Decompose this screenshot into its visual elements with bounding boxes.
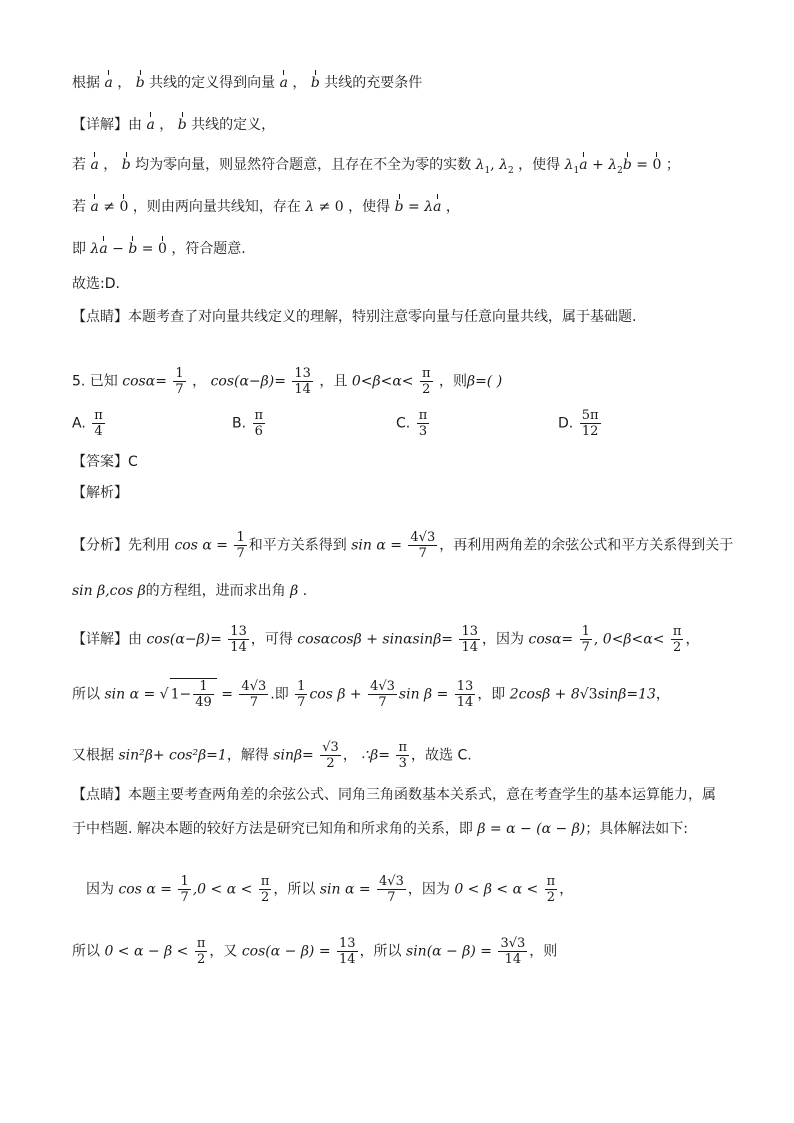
fraction-4sqrt3-7 xyxy=(408,530,437,561)
angle-relation: β = α − (α − β) xyxy=(477,821,586,837)
lambda: λ xyxy=(305,199,315,215)
option-a xyxy=(72,408,107,439)
sqrt-body xyxy=(170,678,217,710)
fenxi-line xyxy=(72,530,733,561)
cos-alpha-eq: cos α = xyxy=(118,881,172,898)
numerator: π xyxy=(260,874,270,889)
para-detail xyxy=(72,118,275,132)
remark-2 xyxy=(72,788,716,802)
inequality: 0<β<α< xyxy=(351,373,414,390)
denominator: 3 xyxy=(398,756,407,771)
answer-blank: β=( ) xyxy=(466,373,503,390)
cos-alpha-eq: cos α = xyxy=(174,537,228,554)
subscript: 2 xyxy=(617,165,623,176)
option-label: B. xyxy=(232,415,247,432)
option-fraction xyxy=(92,408,105,439)
equals: = xyxy=(636,157,648,173)
option-c xyxy=(396,408,431,439)
cos-alpha-minus-beta: cos(α − β) = xyxy=(241,943,331,960)
numerator: π xyxy=(421,366,431,381)
denominator: 4 xyxy=(94,424,103,439)
para-line-4 xyxy=(72,200,460,214)
option-label: D. xyxy=(558,415,574,432)
vector-b: b xyxy=(177,117,187,133)
fraction-1-49 xyxy=(193,679,214,710)
fenxi-line-2 xyxy=(72,584,307,598)
zero-vector: 0 xyxy=(119,199,129,215)
text: 由 xyxy=(128,631,142,648)
fraction-13-14 xyxy=(459,624,480,655)
text: ，再利用两角差的余弦公式和平方关系得到关于 xyxy=(439,537,734,554)
vector-b: b xyxy=(128,241,138,257)
vector-b: b xyxy=(121,157,131,173)
denominator: 7 xyxy=(297,695,306,710)
last-line xyxy=(72,936,557,967)
inequality: 0<β<α< xyxy=(602,631,665,648)
question-5 xyxy=(72,366,502,397)
one-minus: 1− xyxy=(170,686,192,703)
text: ， xyxy=(342,747,357,764)
denominator: 49 xyxy=(195,695,212,710)
numerator: 1 xyxy=(297,679,306,694)
fraction-1-7 xyxy=(295,679,307,710)
lambda: λ xyxy=(499,157,508,173)
numerator: 1 xyxy=(236,530,245,545)
remark-3 xyxy=(72,822,688,836)
text: 和平方关系得到 xyxy=(248,537,347,554)
cos-alpha-minus-beta: cos(α−β) xyxy=(146,631,211,648)
lambda: λ xyxy=(475,157,485,173)
xiangjie-line xyxy=(72,624,699,655)
fraction-4sqrt3-7 xyxy=(239,679,268,710)
vector-a: a xyxy=(104,75,113,91)
equation: 2cosβ + 8 xyxy=(509,686,580,703)
numerator: 4√3 xyxy=(241,679,267,694)
remark-text: 本题考查了对向量共线定义的理解，特别注意零向量与任意向量共线，属于基础题. xyxy=(128,309,637,325)
cos-alpha-minus-beta: cos(α−β) xyxy=(210,373,275,390)
vector-a: a xyxy=(279,75,288,91)
vector-a: a xyxy=(579,157,588,173)
inequality: 0 < α − β < xyxy=(104,943,189,960)
sin-cos-beta: sin β,cos β xyxy=(72,583,146,599)
equals: = xyxy=(155,373,167,390)
text: ，且 xyxy=(319,373,348,390)
text: 若 xyxy=(72,157,86,173)
expansion: cosαcosβ + sinαsinβ= xyxy=(297,631,454,648)
text: 共线的充要条件 xyxy=(324,75,423,91)
numerator: 13 xyxy=(461,624,479,639)
option-d xyxy=(558,408,603,439)
numerator: π xyxy=(418,408,428,423)
fraction-13-14 xyxy=(455,679,476,710)
fraction-1-7 xyxy=(580,624,592,655)
lambda: λ xyxy=(564,157,574,173)
fraction-pi-2 xyxy=(671,624,684,655)
denominator: 2 xyxy=(326,756,335,771)
remark-tag: 【点睛】 xyxy=(72,309,128,325)
denominator: 14 xyxy=(504,952,522,967)
para-line-1 xyxy=(72,76,422,90)
text: 由 xyxy=(128,117,142,133)
inequality: 0 < β < α < xyxy=(454,881,539,898)
subscript: 1 xyxy=(573,165,580,176)
lambda: λ xyxy=(608,157,618,173)
text: 所以 xyxy=(72,686,100,703)
fraction-pi-3 xyxy=(396,740,409,771)
denominator: 7 xyxy=(180,890,189,905)
option-label: C. xyxy=(396,415,411,432)
fraction-1-7 xyxy=(178,874,190,905)
beta: β xyxy=(290,583,299,599)
fraction-pi-2 xyxy=(545,874,558,905)
fraction-pi-2 xyxy=(420,366,433,397)
text: ， xyxy=(655,686,670,703)
you-line xyxy=(72,740,472,771)
equals: = xyxy=(141,241,154,257)
sqrt-sign: √ xyxy=(159,686,169,703)
option-fraction xyxy=(580,408,601,439)
comma: , xyxy=(490,157,495,173)
denominator: 14 xyxy=(230,640,247,655)
denominator: 7 xyxy=(236,546,245,561)
not-equal: ≠ xyxy=(318,199,331,215)
text: ， xyxy=(117,75,132,91)
numerator: 1 xyxy=(175,366,184,381)
numerator: π xyxy=(398,740,407,755)
text: ，因为 xyxy=(407,881,450,898)
text: ， xyxy=(445,199,460,215)
text: 先利用 xyxy=(128,537,170,554)
option-label: A. xyxy=(72,415,86,432)
fraction-sqrt3-2 xyxy=(320,740,341,771)
numerator: 4√3 xyxy=(410,530,436,545)
fraction-13-14 xyxy=(337,936,358,967)
cos-alpha: cosα xyxy=(122,373,156,390)
fraction-3sqrt3-14 xyxy=(498,936,527,967)
detail-tag: 【详解】 xyxy=(72,117,128,133)
denominator: 2 xyxy=(673,640,682,655)
answer-value: C xyxy=(128,454,138,470)
text: ， xyxy=(192,373,207,390)
minus: − xyxy=(112,241,124,257)
fraction-13-14 xyxy=(228,624,249,655)
choose-d: 故选:D. xyxy=(72,276,120,292)
fenxi-tag: 【分析】 xyxy=(72,537,128,554)
vector-a: a xyxy=(90,157,99,173)
fraction-1-7 xyxy=(173,366,185,397)
numerator: 3√3 xyxy=(500,936,526,951)
numerator: √3 xyxy=(322,740,339,755)
fraction-pi-2 xyxy=(259,874,272,905)
remark-tag: 【点睛】 xyxy=(72,787,128,803)
cos-alpha: cosα xyxy=(528,631,562,648)
text: ，又 xyxy=(209,943,238,960)
text: 共线的定义， xyxy=(191,117,276,133)
not-equal: ≠ xyxy=(103,199,115,215)
lambda: λ xyxy=(424,199,434,215)
denominator: 7 xyxy=(387,890,396,905)
text: ，则 xyxy=(438,373,467,390)
text: 的方程组，进而求出角 xyxy=(145,583,286,599)
analysis-tag: 【解析】 xyxy=(72,485,128,501)
numerator: 1 xyxy=(180,874,189,889)
text: 即 xyxy=(72,241,86,257)
text: 于中档题. 解决本题的较好方法是研究已知角和所求角的关系，即 xyxy=(72,821,473,837)
text: 共线的定义得到向量 xyxy=(149,75,276,91)
text: ，则 xyxy=(529,943,558,960)
numerator: 13 xyxy=(294,366,311,381)
numerator: 13 xyxy=(456,679,474,694)
numerator: 5π xyxy=(581,408,599,423)
sin-beta-eq: sinβ= xyxy=(273,747,314,764)
numerator: 1 xyxy=(581,624,590,639)
remark-1 xyxy=(72,310,636,324)
denominator: 6 xyxy=(254,424,263,439)
denominator: 2 xyxy=(546,890,556,905)
vector-a: a xyxy=(99,241,108,257)
denominator: 12 xyxy=(581,424,599,439)
answer-line xyxy=(72,455,138,469)
numerator: 4√3 xyxy=(370,679,395,694)
denominator: 14 xyxy=(461,640,479,655)
denominator: 2 xyxy=(196,952,206,967)
vector-b: b xyxy=(622,157,632,173)
text: ，所以 xyxy=(273,881,316,898)
text: ； xyxy=(665,157,680,173)
sin-alpha-minus-beta: sin(α − β) = xyxy=(406,943,492,960)
numerator: π xyxy=(254,408,264,423)
para-line-3 xyxy=(72,158,680,176)
option-fraction xyxy=(253,408,266,439)
cos-beta-plus: cos β + xyxy=(309,686,362,703)
text: ， xyxy=(159,117,174,133)
pythagorean-identity: sin²β+ cos²β=1 xyxy=(118,747,227,764)
text: ，则由两向量共线知，存在 xyxy=(132,199,301,215)
text: ，可得 xyxy=(250,631,293,648)
text: 所以 xyxy=(72,943,100,960)
numerator: π xyxy=(546,874,556,889)
equals: = xyxy=(274,373,286,390)
text: 因为 xyxy=(86,881,114,898)
text: ，使得 xyxy=(348,199,391,215)
vector-b: b xyxy=(394,199,404,215)
detail-tag: 【详解】 xyxy=(72,631,128,648)
vector-a: a xyxy=(90,199,99,215)
remark-text: 本题主要考查两角差的余弦公式、同角三角函数基本关系式，意在考查学生的基本运算能力，属 xyxy=(128,787,716,803)
text: 又根据 xyxy=(72,747,114,764)
vector-b: b xyxy=(310,75,320,91)
para-line-5 xyxy=(72,242,246,256)
text: . xyxy=(302,583,308,599)
text: ，即 xyxy=(477,686,506,703)
equals: = xyxy=(221,686,233,703)
denominator: 3 xyxy=(418,424,428,439)
denominator: 7 xyxy=(581,640,590,655)
answer-tag: 【答案】 xyxy=(72,454,128,470)
fraction-4sqrt3-7 xyxy=(368,679,397,710)
sin-alpha-eq: sin α = xyxy=(104,686,156,703)
text: 均为零向量，则显然符合题意，且存在不全为零的实数 xyxy=(135,157,472,173)
text: ， xyxy=(685,631,700,648)
text: ，使得 xyxy=(518,157,561,173)
numerator: π xyxy=(196,936,206,951)
denominator: 14 xyxy=(294,382,311,397)
sin-beta-eq: sin β = xyxy=(398,686,449,703)
text: ，解得 xyxy=(226,747,269,764)
vector-a: a xyxy=(433,199,442,215)
denominator: 7 xyxy=(378,695,387,710)
fraction-13-14 xyxy=(292,366,313,397)
text: ，所以 xyxy=(359,943,402,960)
numerator: 13 xyxy=(230,624,247,639)
comma: , xyxy=(593,631,599,648)
denominator: 2 xyxy=(422,382,431,397)
denominator: 2 xyxy=(260,890,270,905)
numerator: 1 xyxy=(193,679,214,695)
numerator: π xyxy=(672,624,682,639)
sin-beta-eq-13: sinβ=13 xyxy=(597,686,656,703)
fraction-pi-2 xyxy=(195,936,208,967)
zero-vector: 0 xyxy=(652,157,662,173)
question-number: 5. 已知 xyxy=(72,373,118,390)
denominator: 14 xyxy=(339,952,356,967)
sqrt3: √3 xyxy=(579,686,598,703)
text: 若 xyxy=(72,199,86,215)
lambda: λ xyxy=(90,241,100,257)
text: 根据 xyxy=(72,75,100,91)
sin-alpha-eq: sin α = xyxy=(319,881,371,898)
text: ， xyxy=(559,881,574,898)
subscript: 1 xyxy=(484,165,491,176)
denominator: 14 xyxy=(456,695,474,710)
equals: = xyxy=(408,199,420,215)
text: ， xyxy=(103,157,118,173)
yinwei-line xyxy=(86,874,573,905)
denominator: 7 xyxy=(175,382,184,397)
zero-vector: 0 xyxy=(157,241,167,257)
fraction-4sqrt3-7 xyxy=(377,874,406,905)
text: .即 xyxy=(270,686,289,703)
denominator: 7 xyxy=(418,546,427,561)
text: ；具体解法如下: xyxy=(585,821,688,837)
therefore-beta: ∴β= xyxy=(361,747,390,764)
denominator: 7 xyxy=(249,695,258,710)
zero: 0 xyxy=(334,199,344,215)
equals: = xyxy=(561,631,574,648)
suoyi-line xyxy=(72,678,670,710)
text: ， xyxy=(292,75,307,91)
text: ，符合题意. xyxy=(171,241,246,257)
inequality: ,0 < α < xyxy=(192,881,253,898)
numerator: 13 xyxy=(339,936,356,951)
vector-a: a xyxy=(146,117,155,133)
text: ，因为 xyxy=(482,631,525,648)
plus: + xyxy=(592,157,604,173)
text: ，故选 C. xyxy=(411,747,472,764)
subscript: 2 xyxy=(507,165,514,176)
sin-alpha-eq: sin α = xyxy=(351,537,402,554)
numerator: π xyxy=(94,408,103,423)
option-fraction xyxy=(417,408,430,439)
option-b xyxy=(232,408,267,439)
numerator: 4√3 xyxy=(379,874,404,889)
fraction-1-7 xyxy=(234,530,246,561)
equals: = xyxy=(210,631,222,648)
vector-b: b xyxy=(135,75,145,91)
